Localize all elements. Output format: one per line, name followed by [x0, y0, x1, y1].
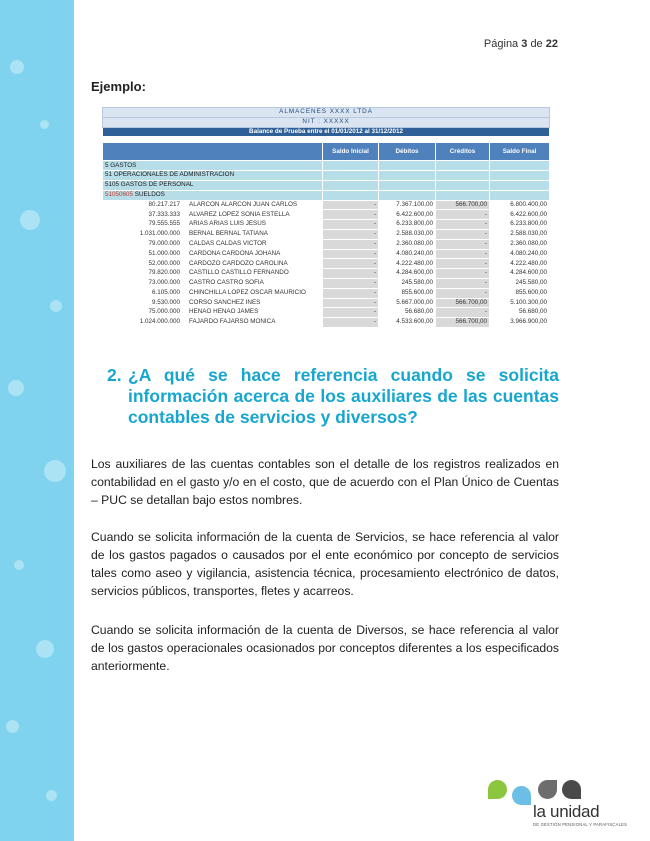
row-name: CHINCHILLA LOPEZ OSCAR MAURICIO [183, 288, 323, 298]
bubble-decoration [50, 300, 62, 312]
row-final: 6.422.600,00 [490, 210, 550, 220]
decorative-sidebar [0, 0, 74, 841]
account-label: 5105 GASTOS DE PERSONAL [103, 180, 323, 190]
row-initial: - [323, 210, 379, 220]
account-label: 51 OPERACIONALES DE ADMINISTRACION [103, 171, 323, 181]
row-initial: - [323, 278, 379, 288]
page-of: de [530, 38, 543, 50]
row-final: 2.588.030,00 [490, 229, 550, 239]
account-row [103, 171, 550, 181]
column-header-final: Saldo Final [490, 143, 550, 161]
row-initial: - [323, 200, 379, 210]
table-row [103, 249, 550, 259]
row-initial: - [323, 288, 379, 298]
row-initial: - [323, 318, 379, 328]
row-credit: - [436, 278, 490, 288]
example-title: Ejemplo: [91, 79, 146, 94]
row-credit: 566.700,00 [436, 298, 490, 308]
row-id: 79.820.000 [103, 269, 183, 279]
row-name: ALARCON ALARCON JUAN CARLOS [183, 200, 323, 210]
question-text: ¿A qué se hace referencia cuando se solicita información acerca de los auxiliares de las cuentas contables de servicios y diversos? [128, 365, 559, 427]
bubble-decoration [44, 460, 66, 482]
row-debit: 7.367.100,00 [379, 200, 436, 210]
column-header-debits: Débitos [379, 143, 436, 161]
bubble-decoration [14, 560, 24, 570]
row-id: 73.000.000 [103, 278, 183, 288]
logo-dark-drop [562, 780, 581, 799]
table-row [103, 200, 550, 210]
row-credit: - [436, 259, 490, 269]
table-row [103, 259, 550, 269]
row-id: 79.000.000 [103, 239, 183, 249]
la-unidad-logo [488, 776, 628, 836]
row-final: 3.966.900,00 [490, 318, 550, 328]
row-name: CASTRO CASTRO SOFIA [183, 278, 323, 288]
account-label: 5 GASTOS [103, 161, 323, 171]
column-header-initial: Saldo Inicial [323, 143, 379, 161]
row-initial: - [323, 220, 379, 230]
table-row [103, 308, 550, 318]
row-initial: - [323, 239, 379, 249]
table-period-row [103, 127, 550, 137]
row-final: 56.680,00 [490, 308, 550, 318]
row-credit: - [436, 249, 490, 259]
logo-green-drop [488, 780, 507, 799]
table-company-row [103, 108, 550, 118]
logo-blue-drop [512, 786, 531, 805]
company-name: ALMACENES XXXX LTDA [103, 108, 550, 118]
question-number: 2. [107, 365, 122, 385]
row-id: 79.555.555 [103, 220, 183, 230]
company-nit: NIT : XXXXX [103, 117, 550, 127]
bubble-decoration [36, 640, 54, 658]
logo-tagline: DE GESTIÓN PENSIONAL Y PARAFISCALES [533, 822, 628, 827]
row-id: 1.031.000.000 [103, 229, 183, 239]
row-final: 6.800.400,00 [490, 200, 550, 210]
bubble-decoration [20, 210, 40, 230]
row-final: 4.284.600,00 [490, 269, 550, 279]
row-debit: 4.284.600,00 [379, 269, 436, 279]
page-current: 3 [521, 38, 528, 50]
page-number [484, 38, 558, 50]
table-row [103, 298, 550, 308]
row-debit: 4.080.240,00 [379, 249, 436, 259]
row-id: 80.217.217 [103, 200, 183, 210]
row-id: 37.333.333 [103, 210, 183, 220]
paragraph-1: Los auxiliares de las cuentas contables son el detalle de los registros realizados en contabilidad en el gasto y/o en el costo, que de acuerdo con el Plan Único de Cuentas – PUC se detallan bajo estos nombres. [91, 457, 559, 507]
bubble-decoration [8, 380, 24, 396]
row-name: CORSO SANCHEZ INES [183, 298, 323, 308]
question-heading [107, 365, 559, 428]
row-id: 9.530.000 [103, 298, 183, 308]
row-name: BERNAL BERNAL TATIANA [183, 229, 323, 239]
row-debit: 4.533.600,00 [379, 318, 436, 328]
row-id: 6.105.000 [103, 288, 183, 298]
row-debit: 4.222.480,00 [379, 259, 436, 269]
row-debit: 6.422.600,00 [379, 210, 436, 220]
row-name: CARDOZO CARDOZO CAROLINA [183, 259, 323, 269]
row-initial: - [323, 259, 379, 269]
row-name: CASTILLO CASTILLO FERNANDO [183, 269, 323, 279]
paragraph-3: Cuando se solicita información de la cuenta de Diversos, se hace referencia al valor de los gastos operacionales ocasionados por conceptos diferentes a los especificados anteriormente. [91, 623, 559, 673]
column-header-credits: Créditos [436, 143, 490, 161]
row-final: 2.360.080,00 [490, 239, 550, 249]
logo-name: la unidad [533, 802, 600, 821]
row-initial: - [323, 308, 379, 318]
row-final: 245.580,00 [490, 278, 550, 288]
row-credit: - [436, 288, 490, 298]
row-id: 52.000.000 [103, 259, 183, 269]
bubble-decoration [10, 60, 24, 74]
row-debit: 2.588.030,00 [379, 229, 436, 239]
row-initial: - [323, 269, 379, 279]
row-debit: 855.600,00 [379, 288, 436, 298]
row-id: 51.000.000 [103, 249, 183, 259]
row-initial: - [323, 249, 379, 259]
row-credit: - [436, 308, 490, 318]
table-row [103, 278, 550, 288]
row-name: ALVAREZ LOPEZ SONIA ESTELLA [183, 210, 323, 220]
row-final: 4.080.240,00 [490, 249, 550, 259]
row-id: 75.000.000 [103, 308, 183, 318]
row-credit: 566.700,00 [436, 200, 490, 210]
balance-table [102, 107, 550, 328]
table-row [103, 269, 550, 279]
account-label-sueldos [103, 190, 323, 200]
table-row [103, 318, 550, 328]
row-credit: - [436, 229, 490, 239]
row-name: ARIAS ARIAS LUIS JESUS [183, 220, 323, 230]
column-header-blank [103, 143, 323, 161]
page-total: 22 [545, 38, 558, 50]
table-row [103, 220, 550, 230]
balance-period: Balance de Prueba entre el 01/01/2012 al 31/12/2012 [103, 127, 550, 137]
row-final: 6.233.800,00 [490, 220, 550, 230]
table-row [103, 239, 550, 249]
account-row [103, 190, 550, 200]
bubble-decoration [6, 720, 19, 733]
table-row [103, 210, 550, 220]
row-final: 5.100.300,00 [490, 298, 550, 308]
account-name: SUELDOS [133, 190, 165, 198]
row-initial: - [323, 229, 379, 239]
row-debit: 5.667.000,00 [379, 298, 436, 308]
row-initial: - [323, 298, 379, 308]
row-name: FAJARDO FAJARSO MONICA [183, 318, 323, 328]
row-name: CARDONA CARDONA JOHANA [183, 249, 323, 259]
table-row [103, 229, 550, 239]
row-final: 855.600,00 [490, 288, 550, 298]
row-credit: 566.700,00 [436, 318, 490, 328]
row-debit: 2.360.080,00 [379, 239, 436, 249]
logo-gray-drop [538, 780, 557, 799]
account-code: 51050605 [105, 190, 134, 198]
account-row [103, 161, 550, 171]
employee-rows [103, 200, 550, 327]
row-credit: - [436, 239, 490, 249]
account-row [103, 180, 550, 190]
table-row [103, 288, 550, 298]
bubble-decoration [46, 790, 57, 801]
row-name: HENAO HENAO JAMES [183, 308, 323, 318]
row-credit: - [436, 269, 490, 279]
row-id: 1.024.000.000 [103, 318, 183, 328]
row-debit: 56.680,00 [379, 308, 436, 318]
table-column-header [103, 143, 550, 161]
paragraph-2: Cuando se solicita información de la cuenta de Servicios, se hace referencia al valor de los gastos pagados o causados por el ente económico por concepto de servicios tales como aseo y vigilancia, asistencia técnica, procesamiento electrónico de datos, servicios públicos, transportes, fletes y acarreos. [91, 530, 559, 598]
row-credit: - [436, 220, 490, 230]
row-name: CALDAS CALDAS VICTOR [183, 239, 323, 249]
bubble-decoration [40, 120, 49, 129]
row-debit: 6.233.800,00 [379, 220, 436, 230]
row-credit: - [436, 210, 490, 220]
page-label: Página [483, 38, 519, 50]
row-debit: 245.580,00 [379, 278, 436, 288]
table-nit-row [103, 117, 550, 127]
row-final: 4.222.480,00 [490, 259, 550, 269]
